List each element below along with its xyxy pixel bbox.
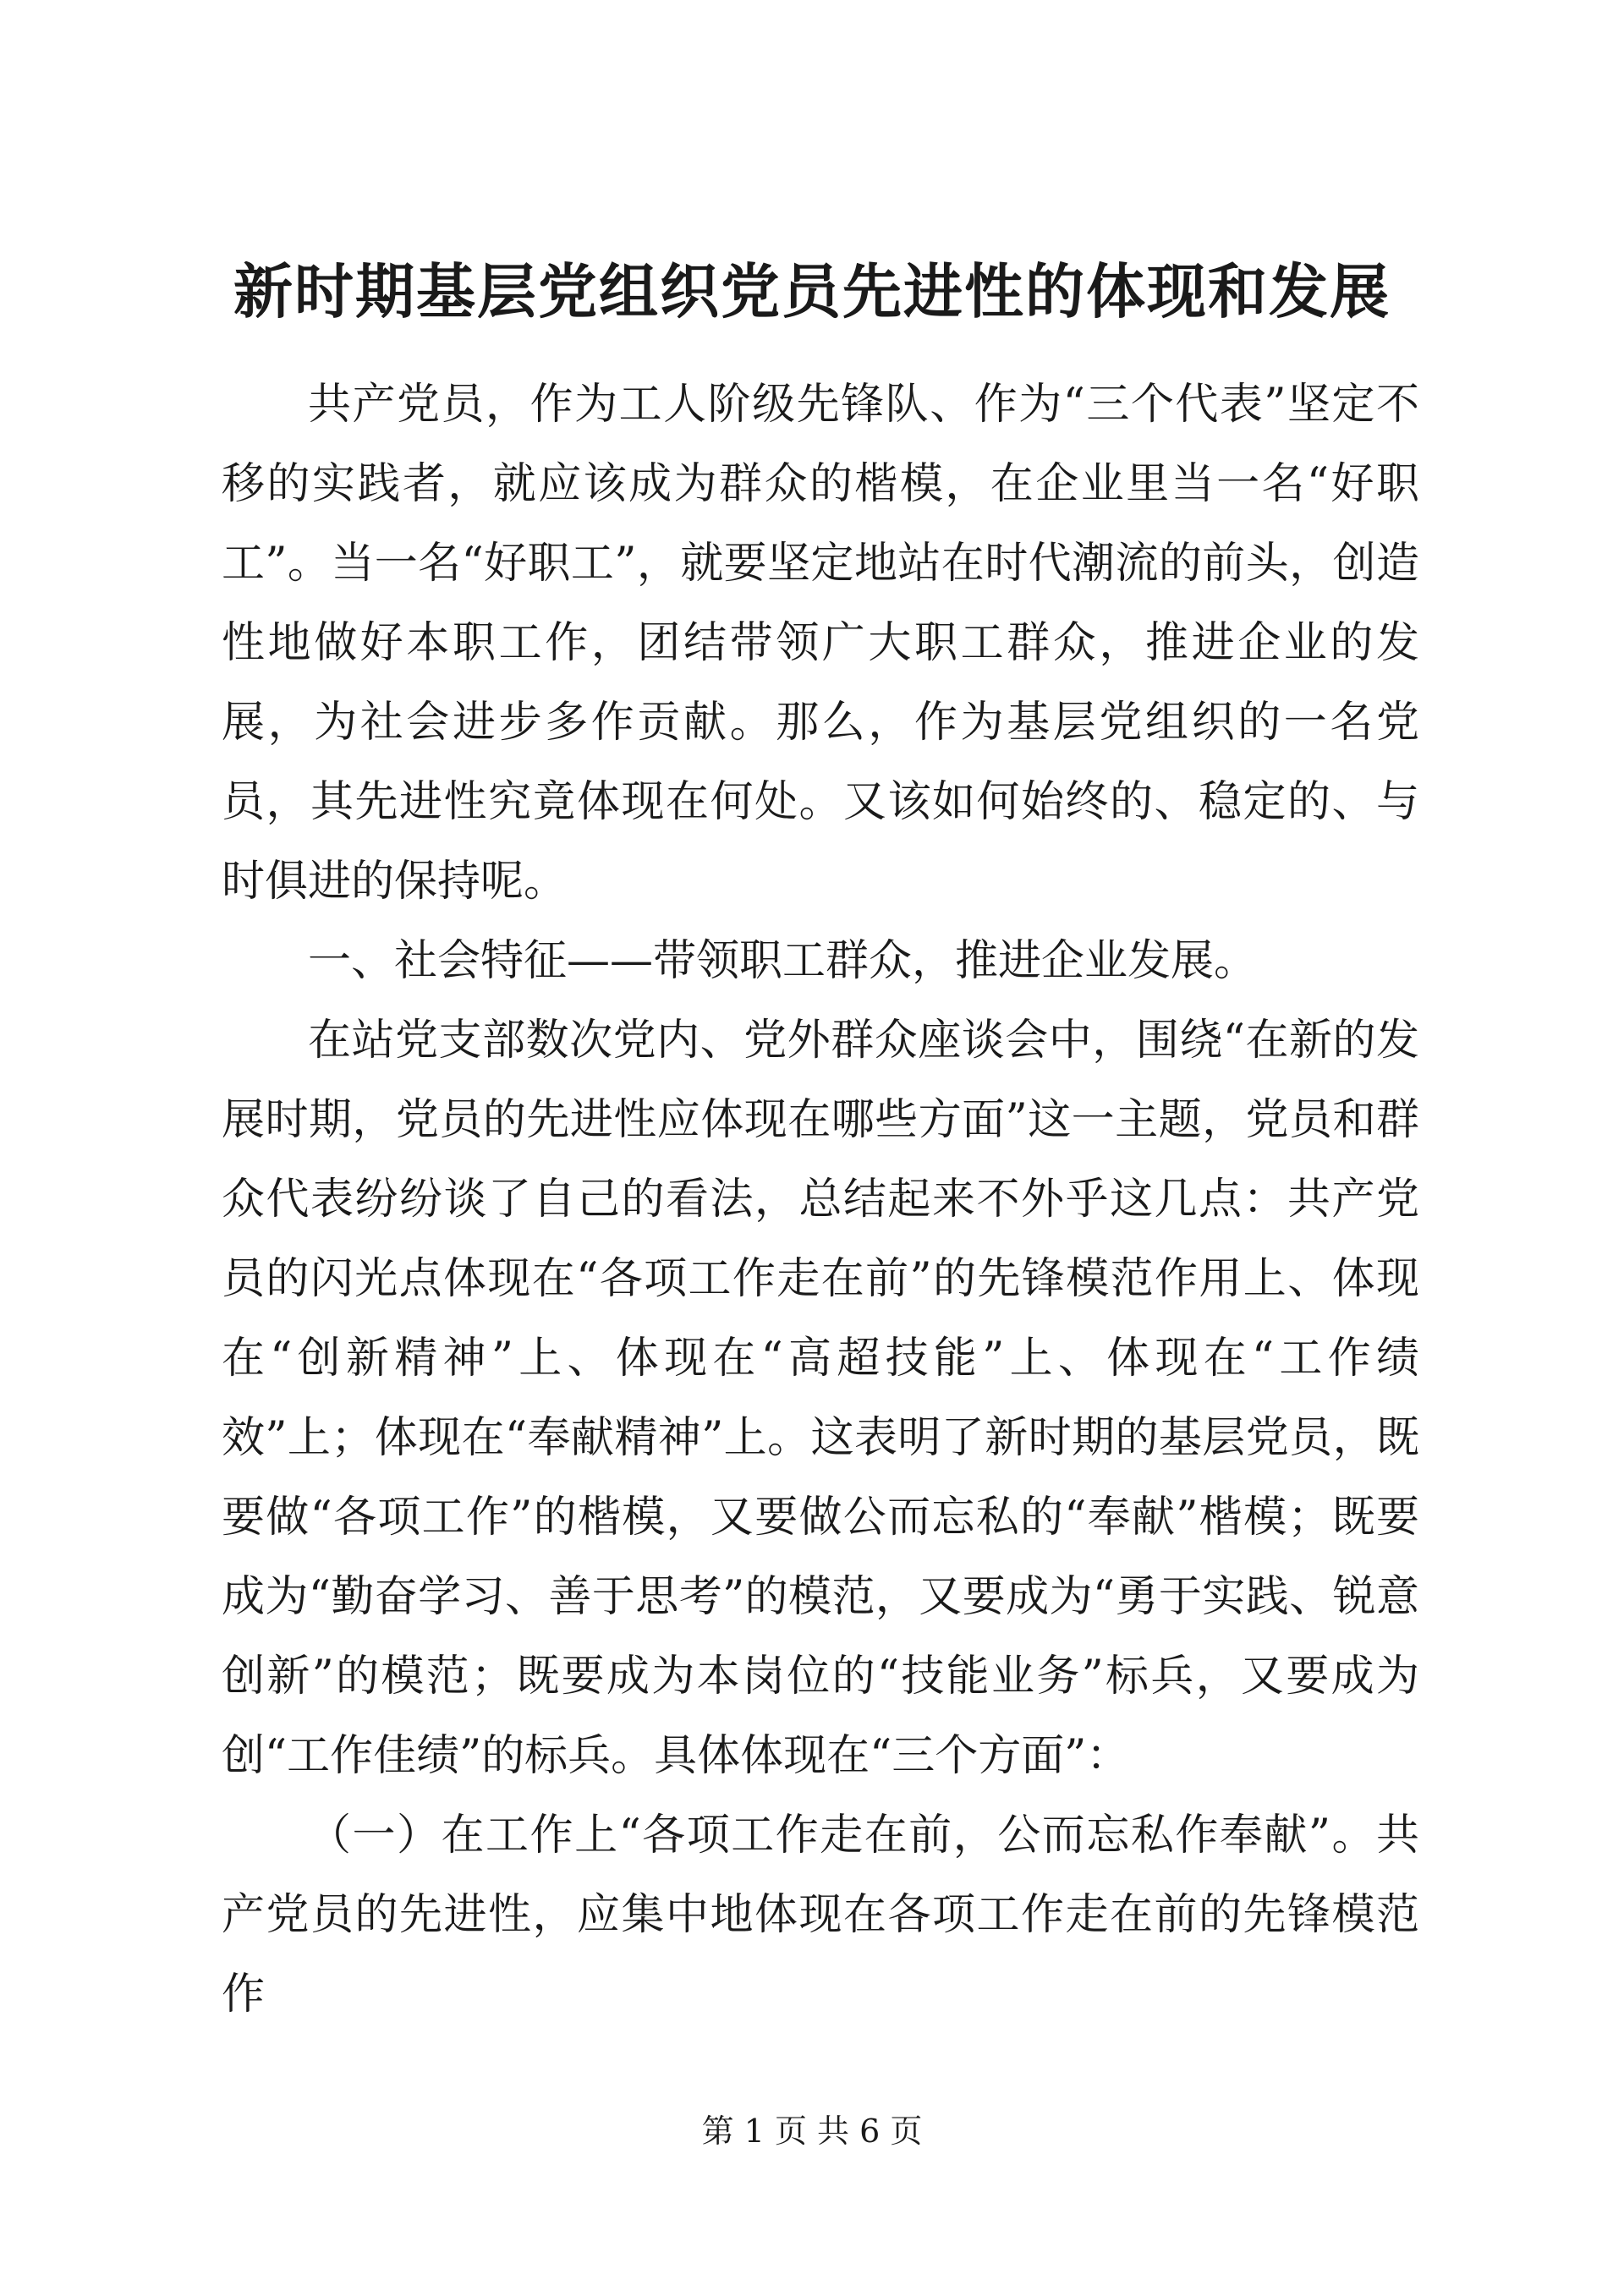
page-number-footer: 第 1 页 共 6 页 <box>701 2112 923 2150</box>
document-body <box>222 365 1419 2035</box>
subsection-heading-1: （一）在工作上“各项工作走在前，公而忘私作奉献”。共产党员的先进性，应集中地体现在各项工作走在前的先锋模范作 <box>222 1811 1419 2019</box>
document-title: 新时期基层党组织党员先进性的体现和发展 <box>233 256 1391 326</box>
paragraph-discussion: 在站党支部数次党内、党外群众座谈会中，围绕“在新的发展时期，党员的先进性应体现在哪些方面”这一主题，党员和群众代表纷纷谈了自己的看法，总结起来不外乎这几点：共产党员的闪光点体现在“各项工作走在前”的先锋模范作用上、体现在“创新精神”上、体现在“高超技能”上、体现在“工作绩效”上；体现在“奉献精神”上。这表明了新时期的基层党员，既要做“各项工作”的楷模，又要做公而忘私的“奉献”楷模；既要成为“勤奋学习、善于思考”的模范，又要成为“勇于实践、锐意创新”的模范；既要成为本岗位的“技能业务”标兵，又要成为创“工作佳绩”的标兵。具体体现在“三个方面”： <box>222 1016 1419 1781</box>
section-heading-1: 一、社会特征——带领职工群众，推进企业发展。 <box>308 936 1258 986</box>
paragraph-intro: 共产党员，作为工人阶级先锋队、作为“三个代表”坚定不移的实践者，就应该成为群众的楷模，在企业里当一名“好职工”。当一名“好职工”，就要坚定地站在时代潮流的前头，创造性地做好本职工作，团结带领广大职工群众，推进企业的发展，为社会进步多作贡献。那么，作为基层党组织的一名党员，其先进性究竟体现在何处。又该如何始终的、稳定的、与时俱进的保持呢。 <box>222 380 1419 907</box>
